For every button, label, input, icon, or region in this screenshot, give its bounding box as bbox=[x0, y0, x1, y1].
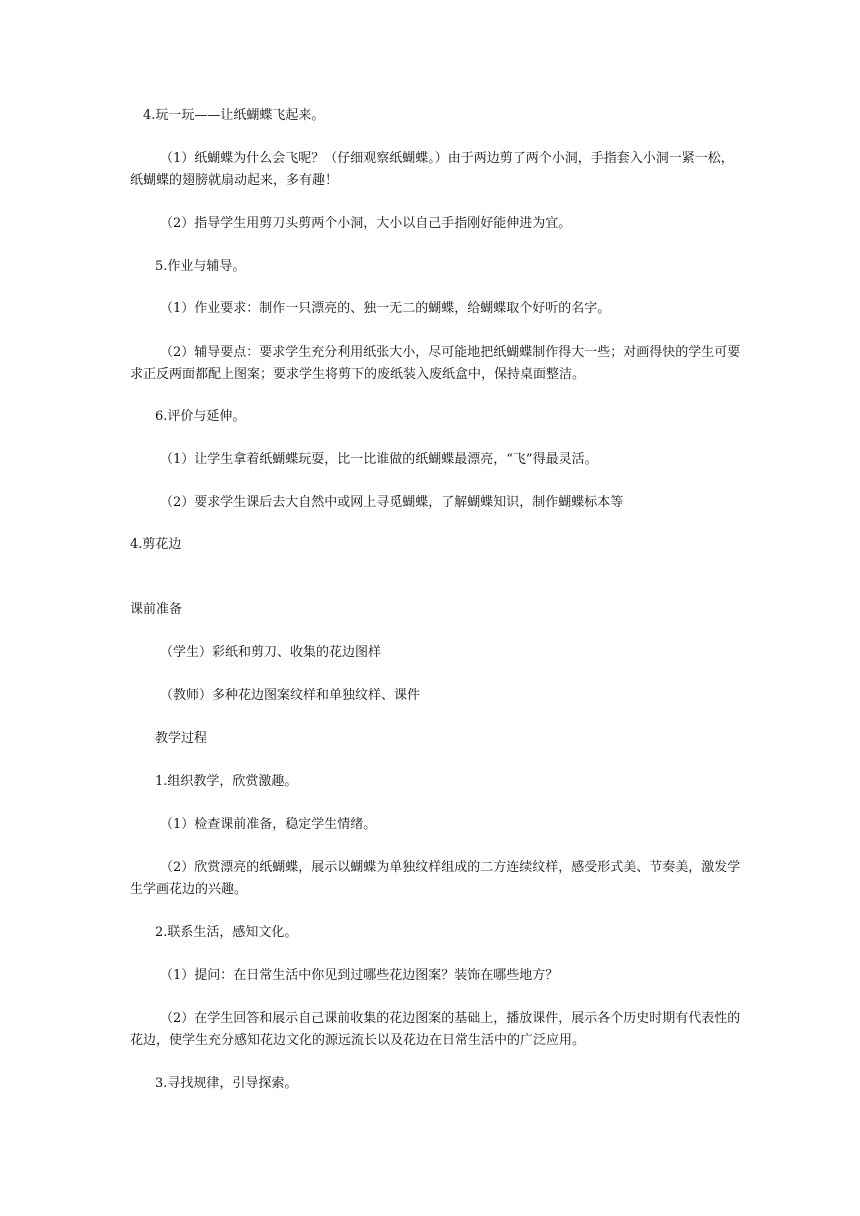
paragraph-step6-heading: 6.评价与延伸。 bbox=[155, 409, 246, 424]
paragraph-step4-item1-line1: （1）纸蝴蝶为什么会飞呢？（仔细观察纸蝴蝶。）由于两边剪了两个小洞，手指套入小洞一紧一松， bbox=[160, 151, 734, 166]
paragraph-student-materials: （学生）彩纸和剪刀、收集的花边图样 bbox=[160, 645, 382, 660]
paragraph-stage2-item2-line2: 花边，使学生充分感知花边文化的源远流长以及花边在日常生活中的广泛应用。 bbox=[130, 1033, 586, 1048]
paragraph-stage1-item2-line1: （2）欣赏漂亮的纸蝴蝶，展示以蝴蝶为单独纹样组成的二方连续纹样，感受形式美、节奏美，激发学 bbox=[160, 860, 741, 875]
section-title-jianhuabian: 4.剪花边 bbox=[130, 537, 182, 552]
paragraph-step6-item2: （2）要求学生课后去大自然中或网上寻觅蝴蝶，了解蝴蝶知识，制作蝴蝶标本等 bbox=[160, 495, 624, 510]
paragraph-stage3-heading: 3.寻找规律，引导探索。 bbox=[155, 1076, 298, 1091]
paragraph-step5-item1: （1）作业要求：制作一只漂亮的、独一无二的蝴蝶，给蝴蝶取个好听的名字。 bbox=[160, 301, 611, 316]
heading-teaching-process: 教学过程 bbox=[155, 731, 208, 746]
heading-preparation: 课前准备 bbox=[130, 602, 183, 617]
paragraph-stage1-item2-line2: 生学画花边的兴趣。 bbox=[130, 882, 248, 897]
paragraph-stage2-item1: （1）提问：在日常生活中你见到过哪些花边图案？装饰在哪些地方？ bbox=[160, 968, 559, 983]
paragraph-stage1-heading: 1.组织教学，欣赏激趣。 bbox=[155, 774, 298, 789]
paragraph-step6-item1: （1）让学生拿着纸蝴蝶玩耍，比一比谁做的纸蝴蝶最漂亮，“飞”得最灵活。 bbox=[160, 452, 598, 467]
paragraph-stage2-heading: 2.联系生活，感知文化。 bbox=[155, 925, 298, 940]
paragraph-step4-item2: （2）指导学生用剪刀头剪两个小洞，大小以自己手指刚好能伸进为宜。 bbox=[160, 216, 572, 231]
paragraph-step4-heading: 4.玩一玩——让纸蝴蝶飞起来。 bbox=[143, 108, 325, 123]
paragraph-step4-item1-line2: 纸蝴蝶的翅膀就扇动起来，多有趣！ bbox=[130, 173, 339, 188]
paragraph-step5-heading: 5.作业与辅导。 bbox=[155, 259, 246, 274]
paragraph-step5-item2-line2: 求正反两面都配上图案；要求学生将剪下的废纸装入废纸盒中，保持桌面整洁。 bbox=[130, 367, 586, 382]
paragraph-teacher-materials: （教师）多种花边图案纹样和单独纹样、课件 bbox=[160, 688, 421, 703]
paragraph-stage2-item2-line1: （2）在学生回答和展示自己课前收集的花边图案的基础上，播放课件，展示各个历史时期有代表性的 bbox=[160, 1011, 741, 1026]
paragraph-stage1-item1: （1）检查课前准备，稳定学生情绪。 bbox=[160, 817, 377, 832]
paragraph-step5-item2-line1: （2）辅导要点：要求学生充分利用纸张大小，尽可能地把纸蝴蝶制作得大一些；对画得快的学生可要 bbox=[160, 345, 741, 360]
